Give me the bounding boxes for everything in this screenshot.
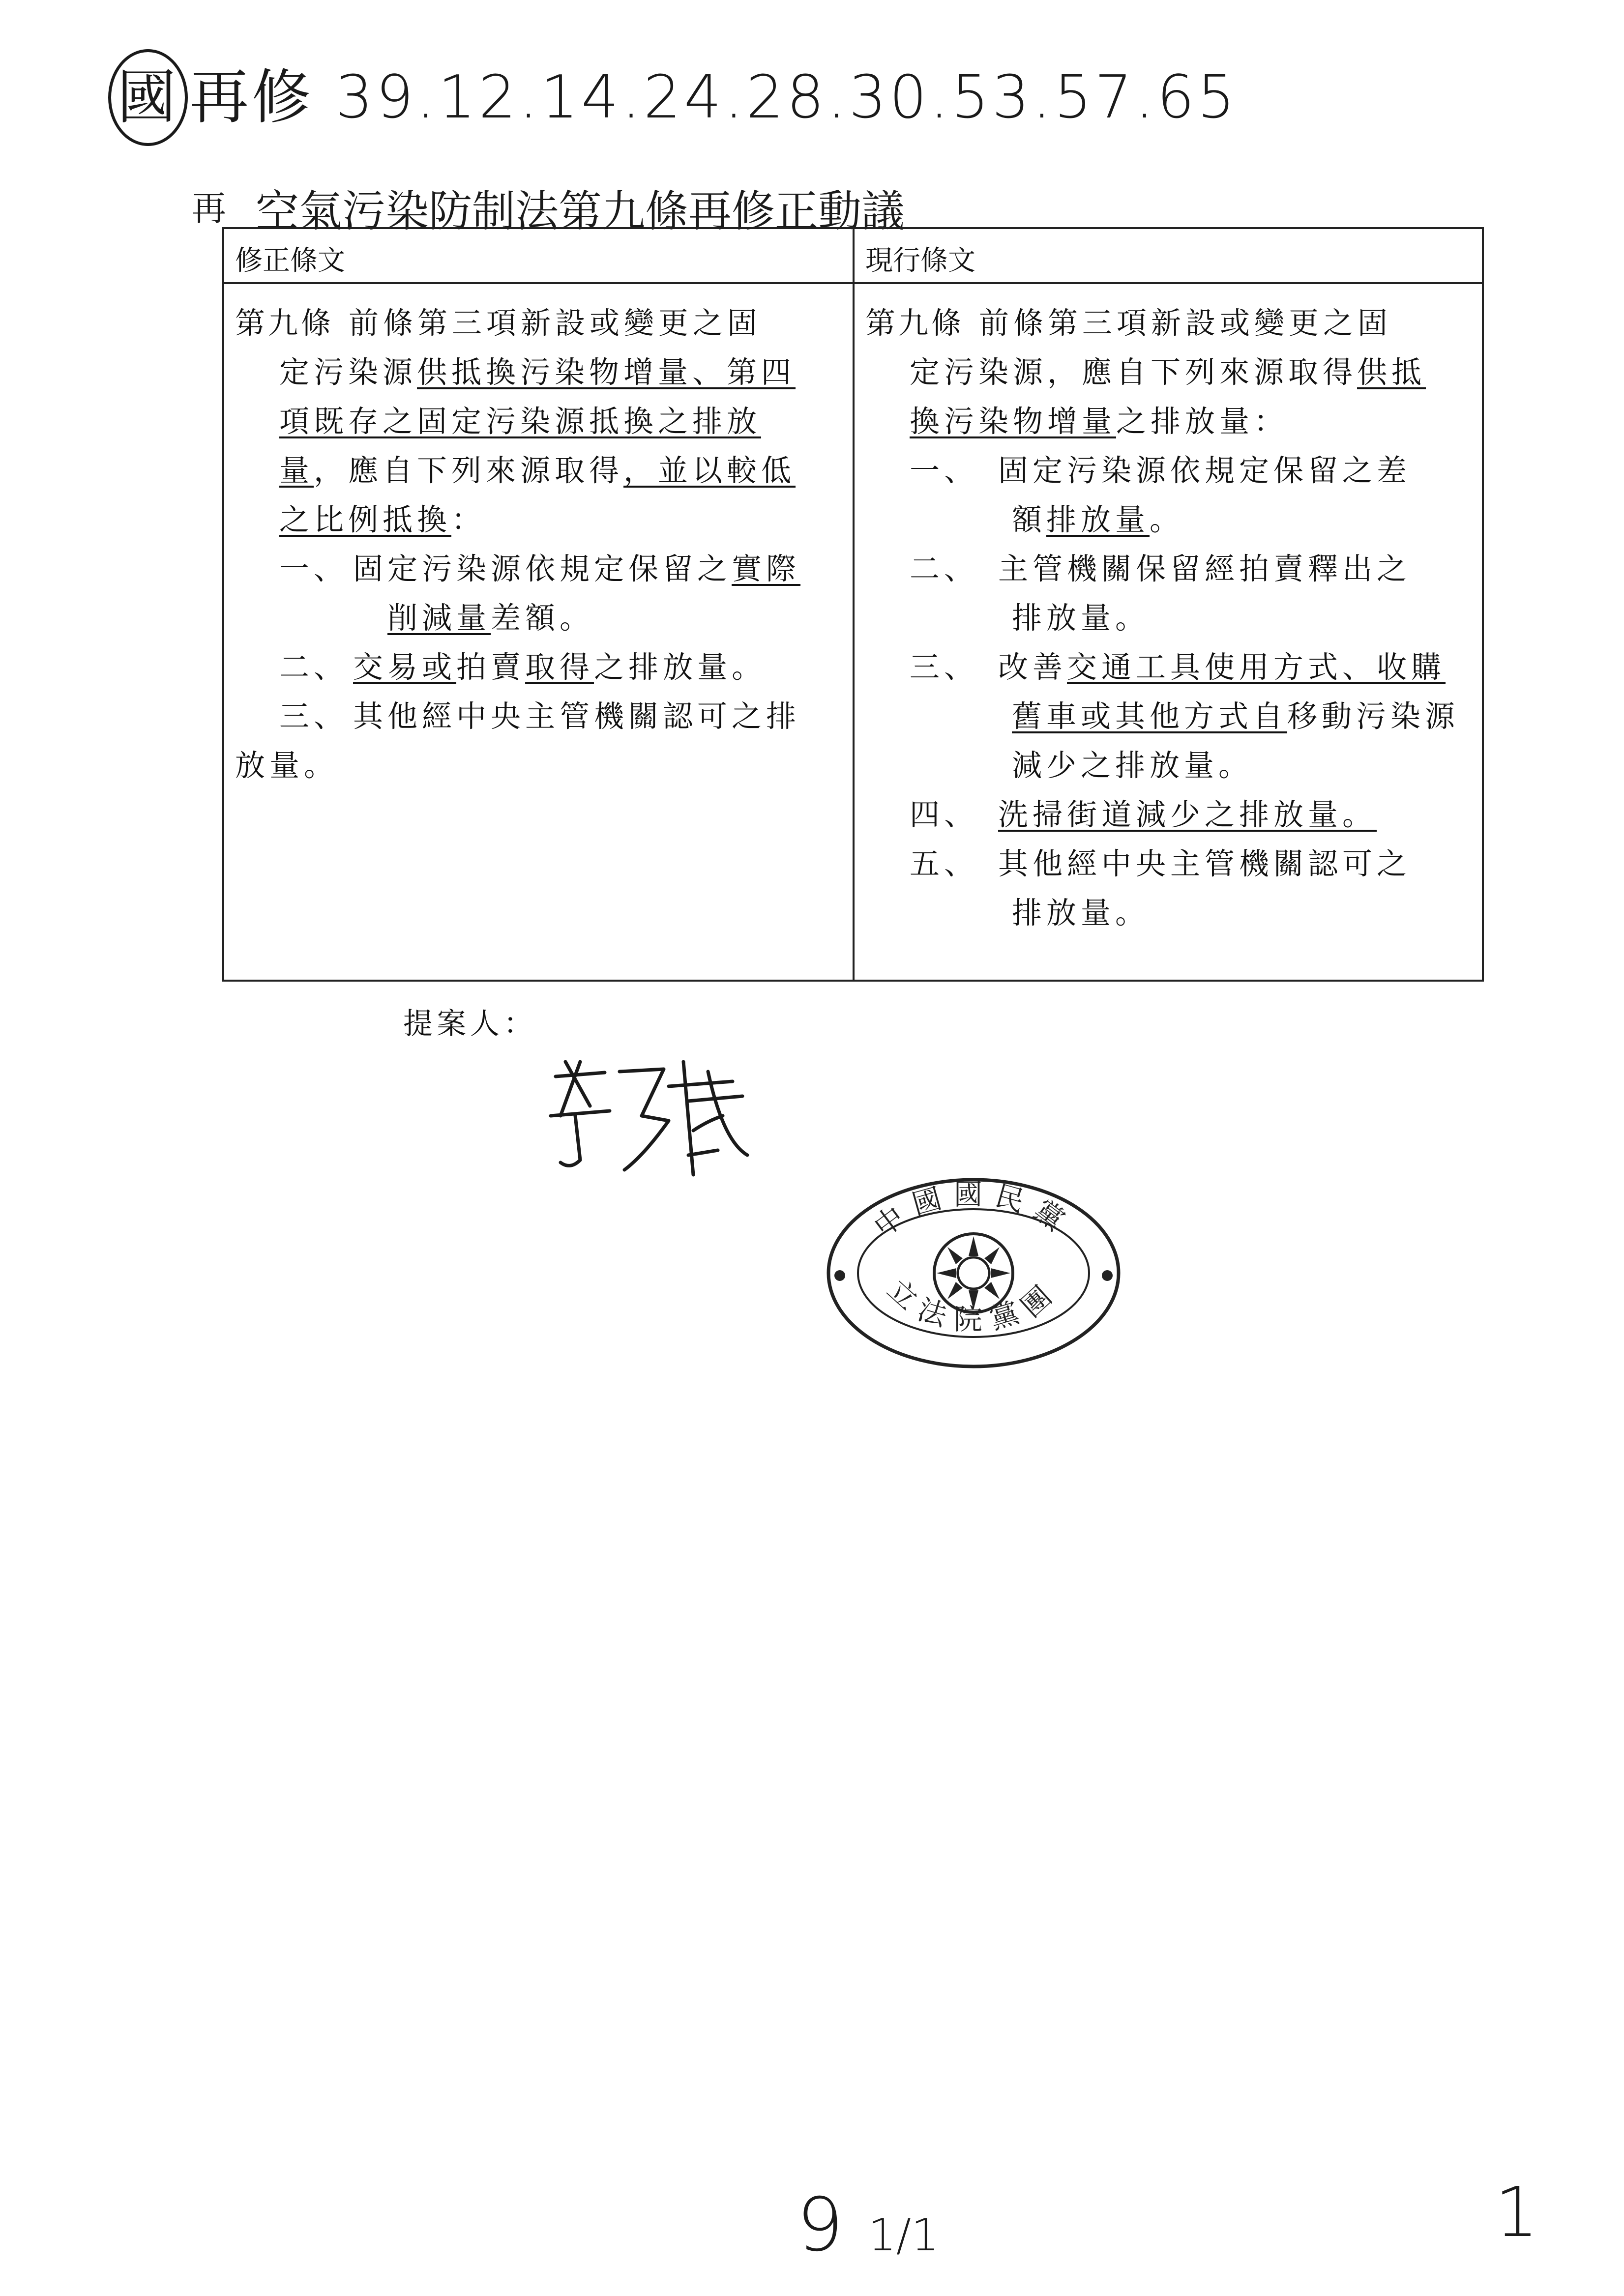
current-intro: 第九條 前條第三項新設或變更之固 <box>865 306 1392 341</box>
handwritten-signature <box>546 1042 752 1190</box>
seal-top-text: 中國國民黨 <box>867 1178 1080 1244</box>
page-fraction: 1/1 <box>868 2209 940 2261</box>
amended-item-2: 二、 交易或拍賣取得之排放量。 <box>279 650 767 685</box>
amended-item-1: 一、 固定污染源依規定保留之實際 削減量差額。 <box>279 552 801 636</box>
current-item-5: 五、 其他經中央主管機關認可之 排放量。 <box>910 846 1412 930</box>
amended-item-3: 三、 其他經中央主管機關認可之排 <box>279 699 801 734</box>
corner-mark: 1 <box>1495 2173 1539 2253</box>
title-text: 空氣污染防制法第九條再修正動議 <box>256 186 905 236</box>
current-item-4: 四、 洗掃街道減少之排放量。 <box>910 797 1377 832</box>
current-item-1: 一、 固定污染源依規定保留之差 額排放量。 <box>910 453 1412 537</box>
current-article-cell: 第九條 前條第三項新設或變更之固 定污染源，應自下列來源取得供抵 換污染物增量之排放量： 一、 固定污染源依規定保留之差 額排放量。 二、 主管機關保留經拍賣釋出之 排放量。 三、 改善交通工具使用方式、收購 舊車或其他方式自移動污染源 減少之排放量。 四、 洗掃街道減少之排放量。 五、 其他經中央主管機關認可之 排放量。 <box>854 283 1483 981</box>
comparison-table <box>222 227 1484 982</box>
handwritten-header-note <box>108 49 1238 146</box>
party-seal <box>816 1170 1131 1376</box>
amended-article-cell: 第九條 前條第三項新設或變更之固 定污染源供抵換污染物增量、第四 項既存之固定污染源抵換之排放 量，應自下列來源取得，並以較低 之比例抵換： 一、 固定污染源依規定保留之實際 削減量差額。 二、 交易或拍賣取得之排放量。 三、 其他經中央主管機關認可之排 放量。 <box>223 283 854 981</box>
seal-bottom-text: 立法院黨團 <box>881 1272 1066 1336</box>
right-column-header: 現行條文 <box>854 228 1483 283</box>
current-item-2: 二、 主管機關保留經拍賣釋出之 排放量。 <box>910 552 1412 636</box>
title-prefix: 再 <box>192 188 226 229</box>
header-note-text: 再修 39.12.14.24.28.30.53.57.65 <box>190 63 1238 132</box>
circled-character: 國 <box>108 49 188 146</box>
current-item-3: 三、 改善交通工具使用方式、收購 舊車或其他方式自移動污染源 減少之排放量。 <box>910 650 1460 783</box>
proposer-label: 提案人： <box>403 1007 537 1041</box>
left-column-header: 修正條文 <box>223 228 854 283</box>
amended-intro: 第九條 前條第三項新設或變更之固 <box>235 306 762 341</box>
page-number: 9 1/1 <box>797 2182 940 2268</box>
